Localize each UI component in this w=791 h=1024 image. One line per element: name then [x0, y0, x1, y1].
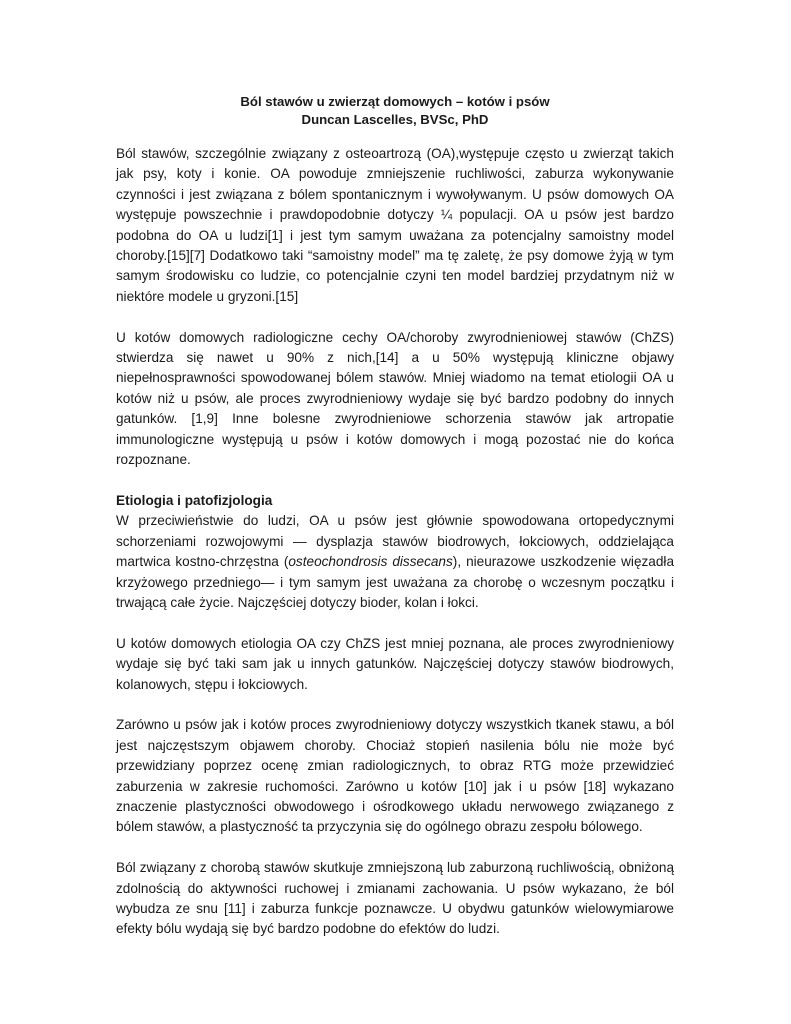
paragraph-pathophysiology: Zarówno u psów jak i kotów proces zwyrodnieniowy dotyczy wszystkich tkanek stawu, a ból jest najczęstszym objawem choroby. Chociaż stopień nasilenia bólu nie może być przewidziany poprzez ocenę zmian radiologicznych, to obraz RTG może przewidzieć zaburzenia w zakresie ruchomości. Zarówno u kotów [10] jak i u psów [18] wykazano znaczenie plastyczności obwodowego i ośrodkowego układu nerwowego związanego z bólem stawów, a plastyczność ta przyczynia się do ogólnego obrazu zespołu bólowego. — [116, 717, 674, 835]
paragraph-intro: Ból stawów, szczególnie związany z osteoartrozą (OA),występuje często u zwierząt takich jak psy, koty i konie. OA powoduje zmniejszenie ruchliwości, zaburza wykonywanie czynności i jest związana z bólem spontanicznym i wywoływanym. U psów domowych OA występuje powszechnie i prawdopodobnie dotyczy ¼ populacji. OA u psów jest bardzo podobna do OA u ludzi[1] i jest tym samym uważana za potencjalny samoistny model choroby.[15][7] Dodatkowo taki “samoistny model” ma tę zaletę, że psy domowe żyją w tym samym środowisku co ludzie, co potencjalnie czyni ten model bardziej przydatnym niż w niektóre modele u gryzoni.[15] — [116, 146, 674, 304]
etiology-text-after: ), nieurazowe uszkodzenie więzadła krzyżowego przedniego— i tym samym jest uważana za chorobę o wczesnym początku i trwającą całe życie. Najczęściej dotyczy bioder, kolan i łokci. — [116, 554, 675, 610]
etiology-text-before: W przeciwieństwie do ludzi, OA u psów jest głównie spowodowana ortopedycznymi schorzeniami rozwojowymi — dysplazja stawów biodrowych, łokciowych, oddzielająca martwica kostno-chrzęstna ( — [116, 513, 674, 570]
paragraph-etiology-dogs — [116, 511, 674, 613]
document-title: Ból stawów u zwierząt domowych – kotów i psów — [240, 94, 550, 109]
document-author: Duncan Lascelles, BVSc, PhD — [301, 111, 489, 127]
paragraph-pain-effects: Ból związany z chorobą stawów skutkuje zmniejszoną lub zaburzoną ruchliwością, obniżoną zdolnością do aktywności ruchowej i zmianami zachowania. U psów wykazano, że ból wybudza ze snu [11] i zaburza funkcje poznawcze. U obydwu gatunków wielowymiarowe efekty bólu wydają się być bardzo podobne do efektów do ludzi. — [116, 860, 674, 937]
document-page — [116, 93, 674, 960]
etiology-italic-term: osteochondrosis dissecans — [288, 554, 453, 570]
section-heading: Etiologia i patofizjologia — [116, 492, 273, 508]
title-block — [116, 93, 674, 128]
paragraph-etiology-cats: U kotów domowych etiologia OA czy ChZS jest mniej poznana, ale proces zwyrodnieniowy wydaje się być taki sam jak u innych gatunków. Najczęściej dotyczy stawów biodrowych, kolanowych, stępu i łokciowych. — [116, 635, 674, 692]
paragraph-cats: U kotów domowych radiologiczne cechy OA/choroby zwyrodnieniowej stawów (ChZS) stwierdza się nawet u 90% z nich,[14] a u 50% występują kliniczne objawy niepełnosprawności spowodowanej bólem stawów. Mniej wiadomo na temat etiologii OA u kotów niż u psów, ale proces zwyrodnieniowy wydaje się być bardzo podobny do innych gatunków. [1,9] Inne bolesne zwyrodnieniowe schorzenia stawów jak artropatie immunologiczne występują u psów i kotów domowych i mogą pozostać nie do końca rozpoznane. — [116, 329, 674, 468]
